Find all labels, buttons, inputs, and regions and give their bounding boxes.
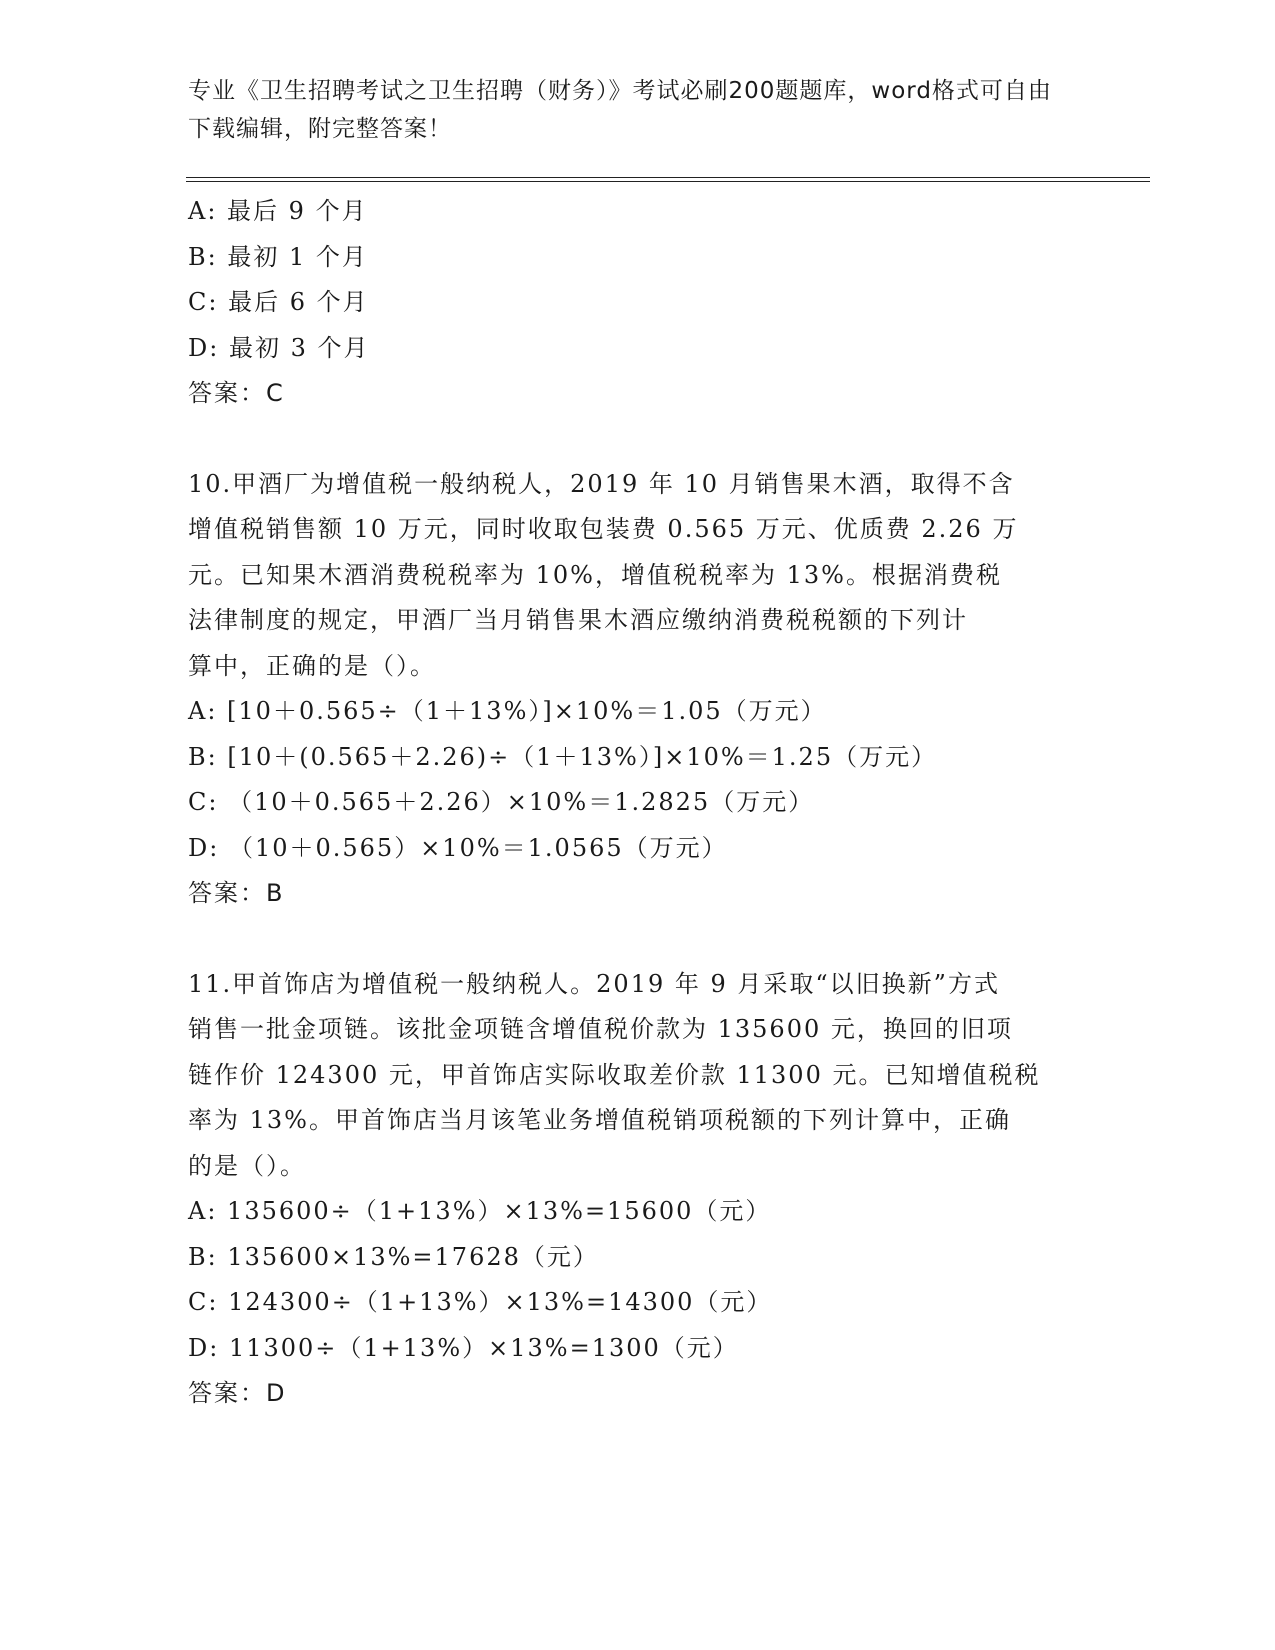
question-11-option-d: D: 11300÷（1+13%）×13%=1300（元） bbox=[188, 1333, 739, 1362]
document-body bbox=[188, 189, 1088, 1417]
question-9-block bbox=[188, 189, 1088, 417]
question-9-option-c: C: 最后 6 个月 bbox=[188, 288, 369, 316]
question-10-option-b: B: [10＋(0.565＋2.26)÷（1＋13%）]×10%＝1.25（万元） bbox=[188, 742, 938, 771]
spacer bbox=[188, 917, 1088, 962]
question-10-option-a: A: [10＋0.565÷（1＋13%）]×10%＝1.05（万元） bbox=[188, 697, 827, 725]
question-10-stem-line: 法律制度的规定，甲酒厂当月销售果木酒应缴纳消费税税额的下列计 bbox=[188, 606, 968, 634]
question-11-answer: 答案：D bbox=[188, 1379, 287, 1407]
question-11-stem-line: 链作价 124300 元，甲首饰店实际收取差价款 11300 元。已知增值税税 bbox=[188, 1060, 1041, 1089]
question-9-option-a: A: 最后 9 个月 bbox=[188, 197, 368, 225]
question-11-stem-line: 销售一批金项链。该批金项链含增值税价款为 135600 元，换回的旧项 bbox=[188, 1015, 1013, 1043]
page-header: 专业《卫生招聘考试之卫生招聘（财务）》考试必刷200题题库，word格式可自由下载编辑，附完整答案！ bbox=[188, 78, 1052, 142]
question-11-option-c: C: 124300÷（1+13%）×13%=14300（元） bbox=[188, 1288, 773, 1316]
question-10-option-d: D: （10＋0.565）×10%＝1.0565（万元） bbox=[188, 833, 728, 862]
question-10-block bbox=[188, 462, 1088, 917]
question-11-option-b: B: 135600×13%=17628（元） bbox=[188, 1242, 599, 1271]
question-11-block bbox=[188, 962, 1088, 1417]
question-10-stem-line: 10.甲酒厂为增值税一般纳税人，2019 年 10 月销售果木酒，取得不含 bbox=[188, 469, 1015, 498]
spacer bbox=[188, 417, 1088, 462]
question-10-answer: 答案：B bbox=[188, 879, 285, 907]
header-double-rule bbox=[186, 177, 1150, 182]
question-10-stem-line: 算中，正确的是（）。 bbox=[188, 651, 436, 680]
question-9-answer: 答案：C bbox=[188, 379, 285, 407]
question-11-stem-line: 11.甲首饰店为增值税一般纳税人。2019 年 9 月采取“以旧换新”方式 bbox=[188, 969, 1000, 998]
question-11-stem-line: 的是（）。 bbox=[188, 1151, 306, 1180]
question-10-option-c: C: （10＋0.565＋2.26）×10%＝1.2825（万元） bbox=[188, 788, 815, 816]
question-9-option-d: D: 最初 3 个月 bbox=[188, 333, 370, 362]
question-10-stem-line: 元。已知果木酒消费税税率为 10%，增值税税率为 13%。根据消费税 bbox=[188, 560, 1002, 589]
question-11-option-a: A: 135600÷（1+13%）×13%=15600（元） bbox=[188, 1197, 772, 1225]
question-11-stem-line: 率为 13%。甲首饰店当月该笔业务增值税销项税额的下列计算中，正确 bbox=[188, 1106, 1011, 1134]
question-10-stem-line: 增值税销售额 10 万元，同时收取包装费 0.565 万元、优质费 2.26 万 bbox=[188, 515, 1019, 543]
question-9-option-b: B: 最初 1 个月 bbox=[188, 242, 368, 271]
